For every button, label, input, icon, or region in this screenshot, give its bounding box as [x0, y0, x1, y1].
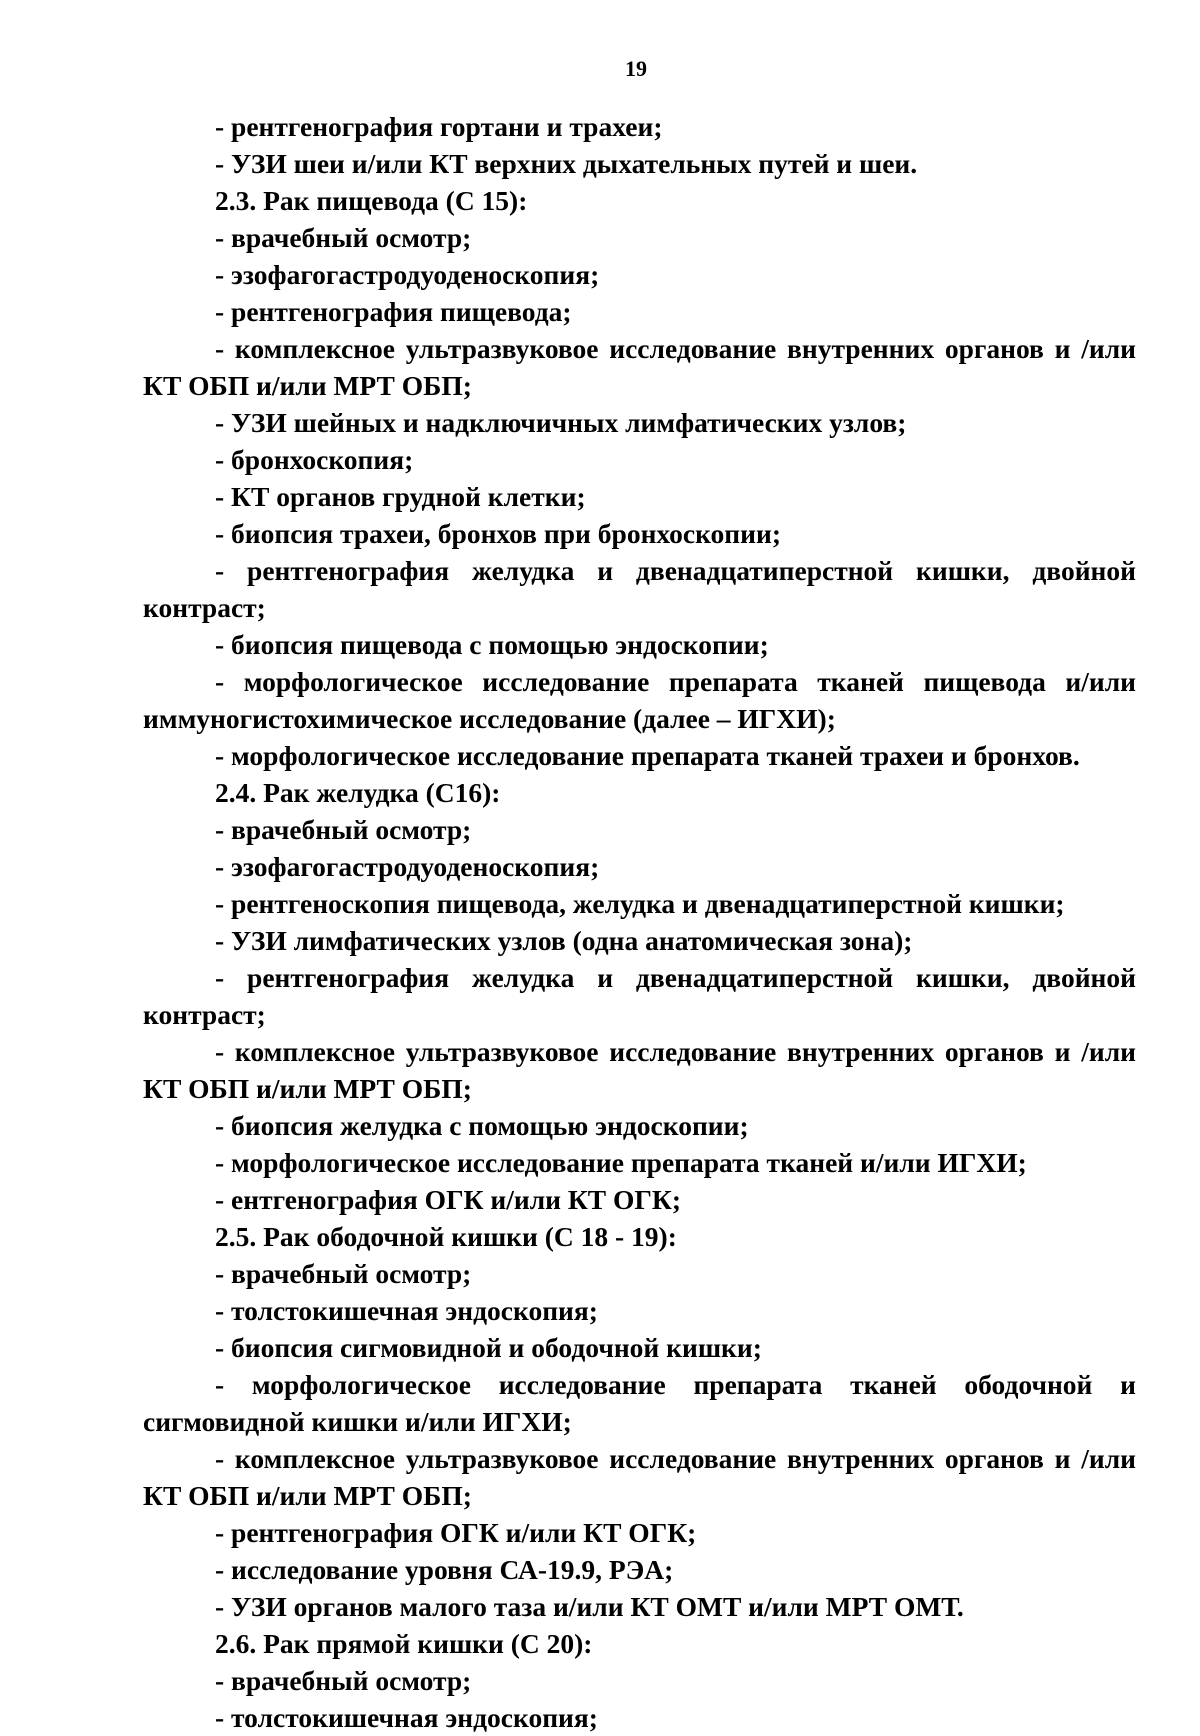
text-line: - врачебный осмотр; [215, 814, 472, 845]
text-line: - рентгенография желудка и двенадцатиперстной кишки, двойной [215, 962, 1136, 993]
text-line: - толстокишечная эндоскопия; [215, 1702, 598, 1733]
text-line: - биопсия пищевода с помощью эндоскопии; [215, 629, 769, 660]
text-line: - морфологическое исследование препарата тканей ободочной и [215, 1369, 1136, 1400]
text-line: - биопсия желудка с помощью эндоскопии; [215, 1110, 749, 1141]
text-line: - исследование уровня СА-19.9, РЭА; [215, 1554, 674, 1585]
text-line: 2.6. Рак прямой кишки (С 20): [215, 1628, 593, 1659]
text-line: - врачебный осмотр; [215, 1258, 472, 1289]
text-line: сигмовидной кишки и/или ИГХИ; [143, 1406, 572, 1437]
text-line: - морфологическое исследование препарата тканей пищевода и/или [215, 666, 1136, 697]
text-line: - врачебный осмотр; [215, 222, 472, 253]
page-number: 19 [625, 56, 647, 81]
text-line: - комплексное ультразвуковое исследование внутренних органов и /или [215, 1443, 1136, 1474]
text-line: - врачебный осмотр; [215, 1665, 472, 1696]
text-line: 2.5. Рак ободочной кишки (С 18 - 19): [215, 1221, 677, 1252]
text-line: - толстокишечная эндоскопия; [215, 1295, 598, 1326]
text-line: КТ ОБП и/или МРТ ОБП; [143, 370, 472, 401]
text-line: - эзофагогастродуоденоскопия; [215, 851, 600, 882]
text-line: - рентгенография желудка и двенадцатиперстной кишки, двойной [215, 555, 1136, 586]
text-line: 2.3. Рак пищевода (С 15): [215, 185, 528, 216]
text-line: - УЗИ органов малого таза и/или КТ ОМТ и/или МРТ ОМТ. [215, 1591, 964, 1622]
text-line: - биопсия трахеи, бронхов при бронхоскопии; [215, 518, 781, 549]
text-line: - рентгеноскопия пищевода, желудка и двенадцатиперстной кишки; [215, 888, 1065, 919]
text-line: - УЗИ шейных и надключичных лимфатических узлов; [215, 407, 907, 438]
text-line: - ентгенография ОГК и/или КТ ОГК; [215, 1184, 681, 1215]
text-line: - рентгенография пищевода; [215, 296, 572, 327]
text-line: - УЗИ лимфатических узлов (одна анатомическая зона); [215, 925, 913, 956]
document-body [143, 108, 1136, 1736]
text-line: - эзофагогастродуоденоскопия; [215, 259, 600, 290]
text-line: - биопсия сигмовидной и ободочной кишки; [215, 1332, 762, 1363]
text-line: КТ ОБП и/или МРТ ОБП; [143, 1073, 472, 1104]
text-line: контраст; [143, 592, 266, 623]
text-line: - морфологическое исследование препарата тканей и/или ИГХИ; [215, 1147, 1027, 1178]
text-line: 2.4. Рак желудка (С16): [215, 777, 501, 808]
text-line: - УЗИ шеи и/или КТ верхних дыхательных путей и шеи. [215, 148, 918, 179]
text-line: - бронхоскопия; [215, 444, 414, 475]
text-line: - рентгенография ОГК и/или КТ ОГК; [215, 1517, 697, 1548]
text-line: КТ ОБП и/или МРТ ОБП; [143, 1480, 472, 1511]
text-line: иммуногистохимическое исследование (далее – ИГХИ); [143, 703, 836, 734]
text-line: - комплексное ультразвуковое исследование внутренних органов и /или [215, 1036, 1136, 1067]
text-line: контраст; [143, 999, 266, 1030]
text-line: - комплексное ультразвуковое исследование внутренних органов и /или [215, 333, 1136, 364]
text-line: - морфологическое исследование препарата тканей трахеи и бронхов. [215, 740, 1080, 771]
text-line: - рентгенография гортани и трахеи; [215, 111, 663, 142]
text-line: - КТ органов грудной клетки; [215, 481, 586, 512]
